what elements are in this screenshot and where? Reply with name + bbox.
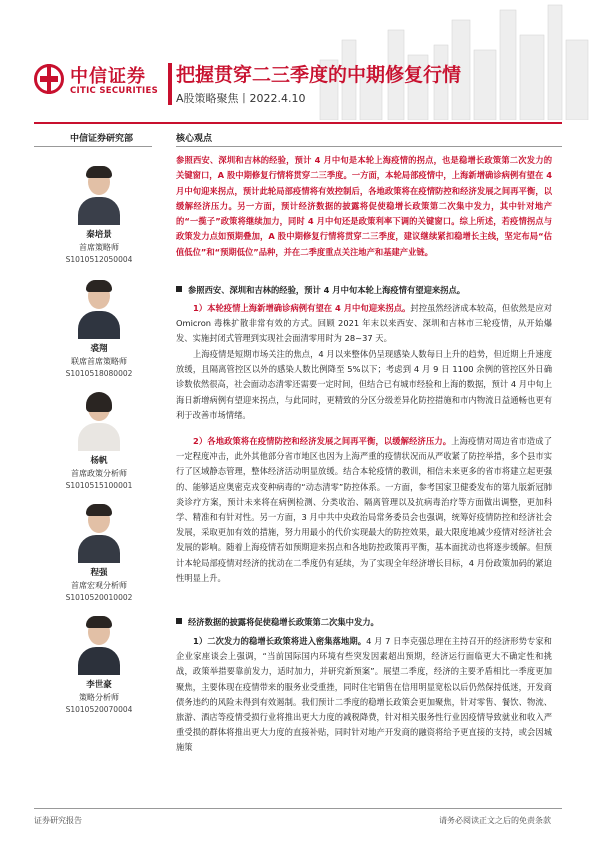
section-heading-text: 参照西安、深圳和吉林的经验，预计 4 月中旬本轮上海疫情有望迎来拐点。 [188,285,466,295]
paragraph-label: 1）本轮疫情上海新增确诊病例有望在 4 月中旬迎来拐点。 [193,303,411,313]
paragraph-label: 2）各地政策将在疫情防控和经济发展之间再平衡，以缓解经济压力。 [193,436,452,446]
logo-text-cn: 中信证券 [70,66,146,87]
analyst-card [56,389,142,490]
analyst-card [56,613,142,714]
title-accent-bar [168,63,172,105]
analyst-card [56,501,142,602]
paragraph-label: 1）二次发力的稳增长政策将进入密集落地期。 [193,636,367,646]
analyst-name: 杨帆 [90,456,108,466]
bullet-square-icon [176,286,182,292]
analyst-name: 秦培景 [86,230,112,240]
section-heading [176,284,552,296]
analyst-name: 程强 [90,568,108,578]
report-subtitle: A股策略聚焦丨2022.4.10 [176,92,306,105]
paragraph-text: 上海疫情对周边省市造成了一定程度冲击，此外其他部分省市地区也因为上海严重的疫情状况而从严收紧了防控举措，多个县市实行了区域静态管理，整体经济活动明显放缓。结合本轮疫情的教训，相信未来更多的省市将建立起更强的、能够适应奥密克戎变种病毒的“动态清零”防控体系。一方面，参考国家卫健委发布的第九版新冠肺炎诊疗方案，预计未来将在病例检测、分类收治、隔离管理以及抗病毒治疗等方面做出调整，更加科学、精准和有针对性。另一方面，3 月中共中央政治局常务委员会也强调，统筹好疫情防控和经济社会发展，采取更加有效的措施，努力用最小的代价实现最大的防控效果，最大限度地减少疫情对经济社会发展的影响。随着上海疫情若如预期迎来拐点和各地防控政策再平衡，基本面扰动也将逐步缓解。但预计本轮局部疫情对经济的扰动在二季度仍有延续，为了实现全年经济增长目标，4 月份政策加码的紧迫性明显上升。 [176,436,552,583]
analyst-photo [74,613,124,675]
footer-report-type: 证券研究报告 [34,816,82,825]
analyst-title: 首席宏观分析师 [71,581,127,590]
analyst-license: S1010512050004 [65,255,133,264]
analyst-photo [74,389,124,451]
research-dept-heading: 中信证券研究部 [70,134,134,144]
citic-emblem-icon [34,64,64,94]
paragraph-text: 4 月 7 日李克强总理在主持召开的经济形势专家和企业家座谈会上强调，“当前国际国内环境有些突发因素超出预期，经济运行面临更大不确定性和挑战，政策举措要靠前发力，适时加力，并研究新预案”。展望二季度，经济的主要矛盾相比一季度更加聚焦，主要体现在疫情带来的服务业受重挫，同时住宅销售在信用明显宽松以后仍然保持低迷，开发商债务违约的风险未得到有效遏制。我们预计二季度的稳增长政策会更加聚焦，针对零售、餐饮、物流、旅游、酒店等疫情受损行业将推出更大力度的减税降费，针对相关服务性行业因疫情导致就业和收入严重受损的群体将推出更大力度的直接补贴，同时针对地产开发商的融资将给予更直接的支持，或会因城施策 [176,636,552,753]
core-views-summary: 参照西安、深圳和吉林的经验，预计 4 月中旬是本轮上海疫情的拐点，也是稳增长政策第二次发力的关键窗口，A 股中期修复行情将贯穿二三季度。一方面，本轮局部疫情中，上海新增确诊病例有望在 4 月中旬迎来拐点，预计此轮局部疫情将有效控制后，各地政策将在疫情防控和经济发展之间再平衡，以缓解经济压力。另一方面，预计经济数据的披露将促使稳增长政策第二次集中发力，其中针对地产的“一揽子”政策将继续加力，同时 4 月中旬还是政策利率下调的关键窗口。综上所述，若疫情拐点与政策发力点如预期叠加，A 股中期修复行情将贯穿二三季度，建议继续紧扣稳增长主线，坚定布局“估值低位”和“预期低位”品种，并在二季度重点关注地产和基建产业链。 [176,155,552,257]
analyst-title: 联席首席策略师 [71,357,127,366]
analyst-name: 李世豪 [86,680,112,690]
core-views-heading: 核心观点 [176,134,213,144]
citic-logo [34,62,164,102]
section-heading [176,616,552,628]
header-divider [34,122,562,124]
analyst-license: S1010520070004 [65,705,133,714]
analyst-license: S1010515100001 [65,481,133,490]
paragraph [176,347,552,423]
analyst-card [56,163,142,264]
analyst-title: 首席政策分析师 [71,469,127,478]
analyst-license: S1010518080002 [65,369,133,378]
bullet-square-icon [176,618,182,624]
paragraph-text: 上海疫情是短期市场关注的焦点，4 月以来整体仍呈现感染人数每日上升的趋势，但近期上升速度放缓，且隔离管控区以外的感染人数比例降至 5%以下；考虑到 4 月 9 日 1100 余例的管控区外日确诊数依然很高，社会面动态清零还需要一定时间，但结合已有城市经验和上海的数据，预计 4 月中旬上海日新增病例有望迎来拐点，与此同时，更精致的分区分级差异化防控措施和市内物流日益通畅也更有利于改善市场情绪。 [176,349,552,420]
analyst-title: 首席策略师 [79,243,119,252]
paragraph [176,301,552,347]
analyst-license: S1010520010002 [65,593,133,602]
footer-divider [34,808,562,809]
section-heading-text: 经济数据的披露将促使稳增长政策第二次集中发力。 [188,617,379,627]
left-column-divider [34,146,152,147]
analyst-photo [74,277,124,339]
paragraph [176,634,552,756]
analyst-photo [74,163,124,225]
core-views-divider [176,146,562,147]
analyst-card [56,277,142,378]
footer-disclaimer: 请务必阅读正文之后的免责条款 [439,816,551,825]
analyst-photo [74,501,124,563]
analyst-title: 策略分析师 [79,693,119,702]
paragraph [176,434,552,586]
paragraph-text: 封控虽然经济成本较高，但依然是应对 Omicron 毒株扩散非常有效的方式。回顾 2021 年末以来西安、深圳和吉林市三轮疫情，从开始爆发、实施封闭式管理到实现社会面清零用时为 28~37 天。 [176,303,552,344]
logo-text-en: CITIC SECURITIES [70,86,159,96]
analyst-name: 裘翔 [90,344,108,354]
report-title: 把握贯穿二三季度的中期修复行情 [176,64,462,86]
